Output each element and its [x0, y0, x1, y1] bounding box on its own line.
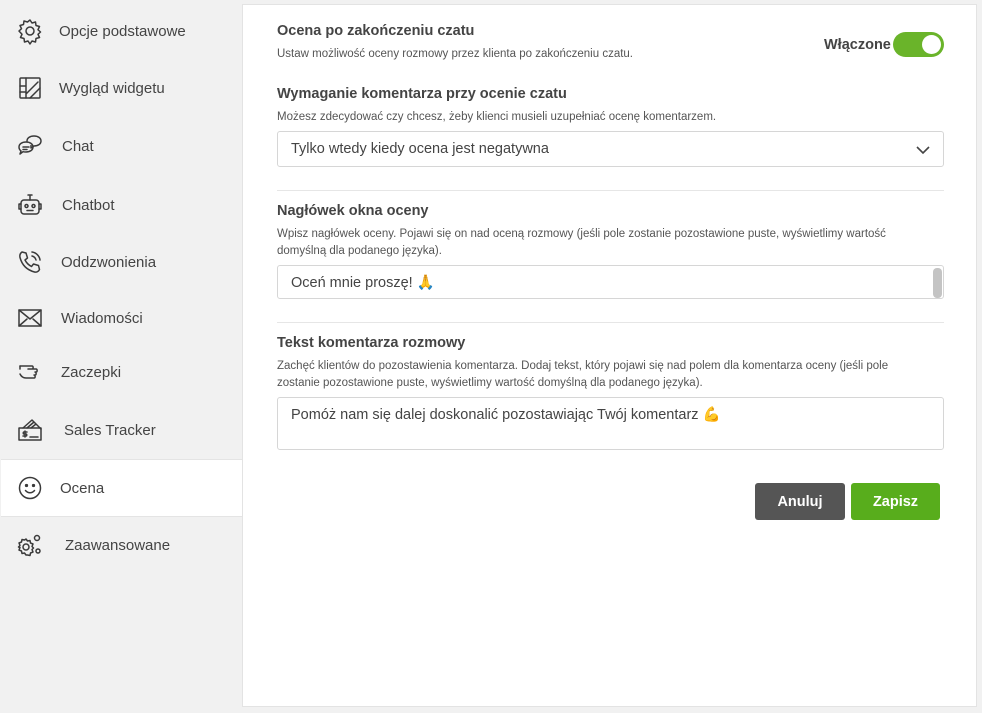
hand-point-icon	[14, 356, 46, 388]
comment-requirement-description: Możesz zdecydować czy chcesz, żeby klienci musieli uzupełniać ocenę komentarzem.	[277, 111, 717, 123]
sidebar-item-label: Ocena	[60, 479, 105, 497]
sidebar-item-basic-options[interactable]	[0, 3, 243, 59]
header-section-title: Nagłówek okna oceny	[277, 203, 429, 219]
header-section-description: Wpisz nagłówek oceny. Pojawi się on nad oceną rozmowy (jeśli pole zostanie pozostawione puste, wyświetlimy wartość domyślną dla podanego języka).	[277, 228, 886, 257]
sidebar-item-advanced[interactable]	[0, 517, 243, 573]
sidebar-item-label: Oddzwonienia	[61, 253, 157, 271]
header-input[interactable]	[277, 265, 944, 299]
comment-text-section-title: Tekst komentarza rozmowy	[277, 335, 466, 351]
sidebar-item-rating[interactable]	[1, 459, 244, 517]
comment-text-value: Pomóż nam się dalej doskonalić pozostawiając Twój komentarz 💪	[291, 407, 721, 423]
sidebar-item-label: Sales Tracker	[64, 421, 156, 439]
chat-bubbles-icon	[14, 130, 46, 162]
gears-icon	[14, 529, 46, 561]
scrollbar-thumb[interactable]	[933, 268, 942, 298]
sidebar-item-label: Zaczepki	[61, 363, 122, 381]
comment-text-section-description: Zachęć klientów do pozostawienia komentarza. Dodaj tekst, który pojawi się nad polem dla komentarza oceny (jeśli pole zostanie pozostawione puste, wyświetlimy wartość domyślną dla podanego języka).	[277, 360, 889, 389]
sidebar-item-sales-tracker[interactable]	[0, 402, 243, 458]
select-value: Tylko wtedy kiedy ocena jest negatywna	[291, 141, 549, 157]
toggle-knob	[922, 35, 941, 54]
envelope-icon	[14, 302, 46, 334]
sidebar-item-messages[interactable]	[0, 290, 243, 346]
chevron-down-icon	[915, 142, 931, 158]
rating-settings-panel	[242, 4, 977, 707]
rating-toggle-label: Włączone	[824, 37, 891, 53]
section-divider	[277, 190, 944, 191]
palette-icon	[14, 72, 46, 104]
rating-toggle[interactable]	[893, 32, 944, 57]
sidebar-item-label: Zaawansowane	[65, 536, 171, 554]
sidebar-item-callbacks[interactable]	[0, 234, 243, 290]
comment-requirement-select[interactable]	[277, 131, 944, 167]
header-input-value: Oceń mnie proszę! 🙏	[291, 274, 435, 291]
sidebar-item-label: Chatbot	[62, 196, 115, 214]
section-divider	[277, 322, 944, 323]
sidebar-item-label: Opcje podstawowe	[59, 22, 186, 40]
comment-requirement-title: Wymaganie komentarza przy ocenie czatu	[277, 86, 567, 102]
sidebar-item-label: Chat	[62, 137, 94, 155]
sidebar-item-chat[interactable]	[0, 118, 243, 174]
gear-icon	[14, 15, 46, 47]
rating-section-title: Ocena po zakończeniu czatu	[277, 23, 475, 39]
rating-section-description: Ustaw możliwość oceny rozmowy przez klienta po zakończeniu czatu.	[277, 48, 634, 60]
robot-icon	[14, 189, 46, 221]
sidebar-item-chatbot[interactable]	[0, 177, 243, 233]
cancel-button[interactable]: Anuluj	[755, 483, 845, 520]
sidebar-item-hooks[interactable]	[0, 344, 243, 400]
sales-ticket-icon	[14, 414, 46, 446]
phone-callback-icon	[14, 246, 46, 278]
smiley-icon	[14, 472, 46, 504]
comment-text-textarea[interactable]	[277, 397, 944, 450]
save-button[interactable]: Zapisz	[851, 483, 940, 520]
sidebar-item-label: Wiadomości	[61, 309, 143, 327]
sidebar-item-widget-look[interactable]	[0, 60, 243, 116]
sidebar-item-label: Wygląd widgetu	[59, 79, 165, 97]
sidebar	[0, 0, 243, 713]
